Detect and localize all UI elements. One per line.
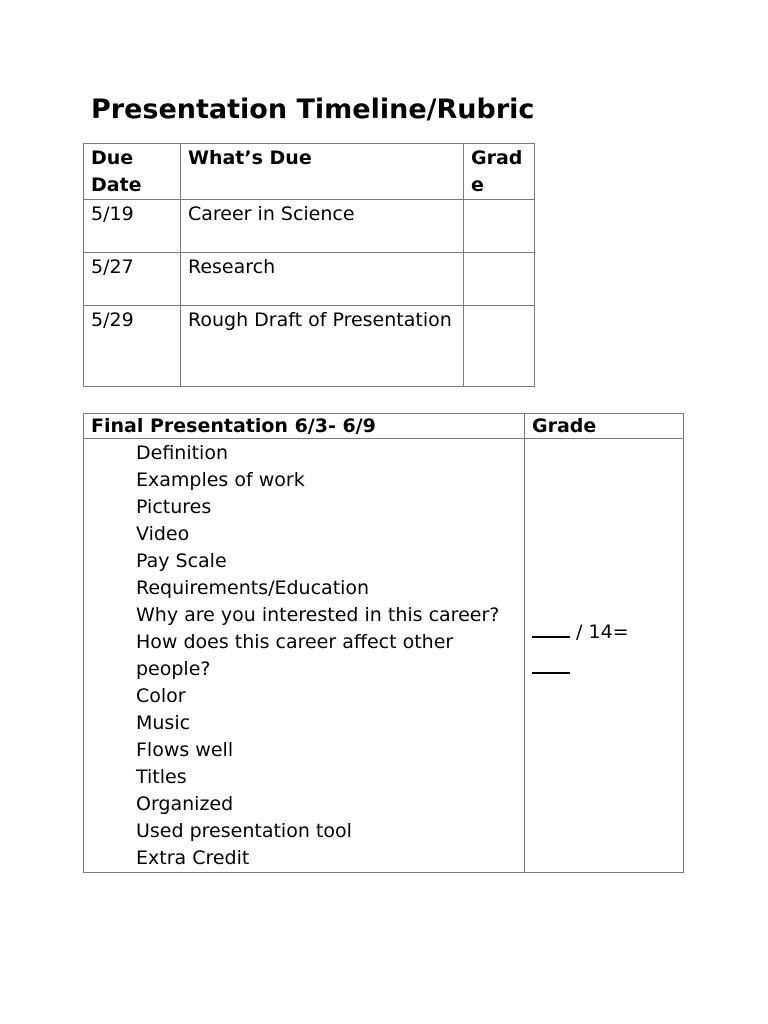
criteria-item: How does this career affect other people? <box>136 631 454 680</box>
criteria-item: Pay Scale <box>136 550 227 572</box>
timeline-table <box>83 143 535 387</box>
due-date-cell: 5/27 <box>84 253 181 306</box>
criteria-item: Color <box>136 685 186 707</box>
grade-cell <box>464 306 535 387</box>
criteria-item: Flows well <box>136 739 234 761</box>
criteria-cell <box>84 439 525 873</box>
criteria-item: Extra Credit <box>136 847 250 869</box>
criteria-item: Organized <box>136 793 234 815</box>
rubric-body-row <box>84 439 684 873</box>
criteria-item: Video <box>136 523 190 545</box>
table-row <box>84 306 535 387</box>
final-presentation-header: Final Presentation 6/3- 6/9 <box>84 414 525 439</box>
criteria-item: Pictures <box>136 496 212 518</box>
document-title: Presentation Timeline/Rubric <box>91 94 535 125</box>
criteria-item: Definition <box>136 442 229 464</box>
table-row <box>84 253 535 306</box>
whats-due-header: What’s Due <box>181 144 464 200</box>
criteria-item: Requirements/Education <box>136 577 370 599</box>
grade-cell <box>464 200 535 253</box>
rubric-grade-header: Grade <box>525 414 684 439</box>
criteria-item: Why are you interested in this career? <box>136 604 500 626</box>
timeline-header-row <box>84 144 535 200</box>
whats-due-cell: Rough Draft of Presentation <box>181 306 464 387</box>
whats-due-cell: Research <box>181 253 464 306</box>
grade-cell <box>464 253 535 306</box>
result-blank <box>532 654 570 674</box>
criteria-item: Titles <box>136 766 187 788</box>
due-date-header: Due Date <box>84 144 181 200</box>
criteria-item: Used presentation tool <box>136 820 352 842</box>
criteria-item: Music <box>136 712 191 734</box>
score-blank <box>532 618 570 638</box>
rubric-grade-cell <box>525 439 684 873</box>
rubric-header-row <box>84 414 684 439</box>
final-presentation-rubric <box>83 413 684 873</box>
criteria-item: Examples of work <box>136 469 305 491</box>
grade-formula <box>532 614 676 686</box>
whats-due-cell: Career in Science <box>181 200 464 253</box>
due-date-cell: 5/19 <box>84 200 181 253</box>
grade-total-text: / 14= <box>576 620 629 643</box>
due-date-cell: 5/29 <box>84 306 181 387</box>
criteria-list <box>91 439 517 872</box>
table-row <box>84 200 535 253</box>
grade-header: Grade <box>464 144 535 200</box>
